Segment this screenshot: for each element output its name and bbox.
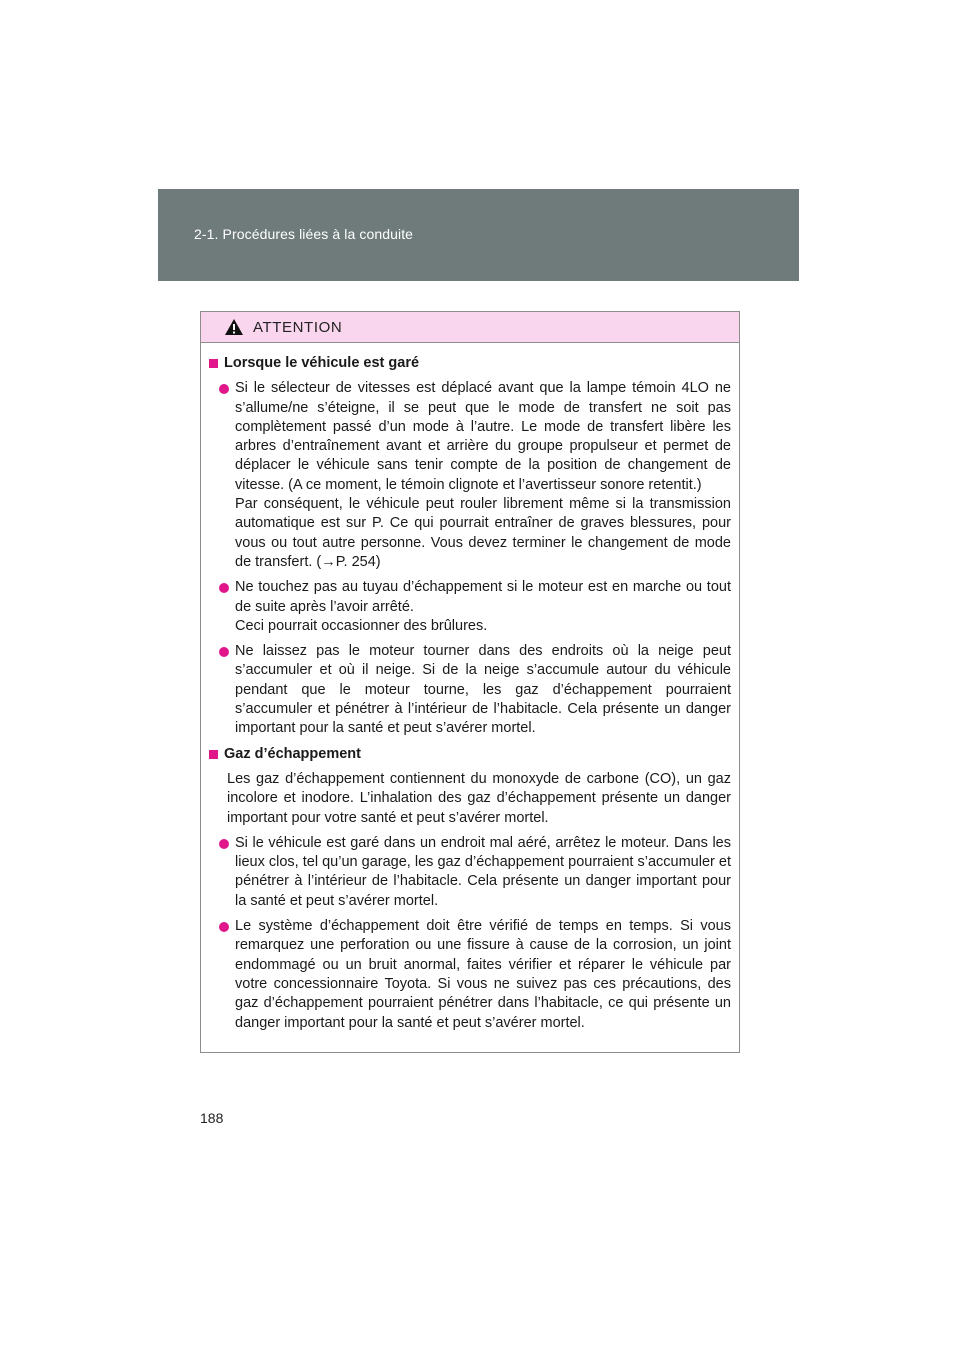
warning-body (201, 343, 739, 1033)
list-item: Si le sélecteur de vitesses est déplacé avant que la lampe témoin 4LO ne s’allume/ne s’éteigne, il se peut que le mode de transfert ne soit pas complètement passé d’un mode à l’autre. Le mode de transfert libère les arbres d’entraînement avant et arrière du groupe propulseur et permet de déplacer le véhicule sans tenir compte de la position de changement de vitesse. (A ce moment, le témoin clignote et l’avertisseur sonore retentit.) Par conséquent, le véhicule peut rouler librement même si la transmission automatique est sur P. Ce qui pourrait entraîner de graves blessures, pour vous ou tout autre personne. Vous devez terminer le changement de mode de transfert. (→P. 254) (209, 379, 731, 572)
circle-bullet-icon (219, 922, 229, 932)
list-item: Ne laissez pas le moteur tourner dans des endroits où la neige peut s’accumuler et où il neige. Si de la neige s’accumule autour du véhicule pendant que le moteur tourne, les gaz d’échappement pourraient s’accumuler et pénétrer à l’intérieur de l’habitacle. Cela présente un danger important pour la santé et peut s’avérer mortel. (209, 642, 731, 738)
list-item: Ne touchez pas au tuyau d’échappement si le moteur est en marche ou tout de suite après l’avoir arrêté. Ceci pourrait occasionner des brûlures. (209, 578, 731, 636)
circle-bullet-icon (219, 647, 229, 657)
page-number: 188 (200, 1110, 224, 1126)
chapter-title: 2-1. Procédures liées à la conduite (194, 226, 414, 242)
circle-bullet-icon (219, 583, 229, 593)
circle-bullet-icon (219, 384, 229, 394)
section-heading: Gaz d’échappement (209, 745, 731, 764)
square-bullet-icon (209, 359, 218, 368)
circle-bullet-icon (219, 839, 229, 849)
chapter-header (158, 189, 799, 281)
warning-header (201, 312, 739, 343)
section-intro: Les gaz d’échappement contiennent du monoxyde de carbone (CO), un gaz incolore et inodore. L’inhalation des gaz d’échappement présente un danger important pour votre santé et peut s’avérer mortel. (227, 770, 731, 826)
square-bullet-icon (209, 750, 218, 759)
warning-triangle-icon (224, 318, 244, 336)
section-heading: Lorsque le véhicule est garé (209, 354, 731, 373)
warning-box (200, 311, 740, 1053)
list-item: Le système d’échappement doit être vérifié de temps en temps. Si vous remarquez une perforation ou une fissure à cause de la corrosion, un joint endommagé ou un bruit anormal, faites vérifier et réparer le véhicule par votre concessionnaire Toyota. Si vous ne suivez pas ces précautions, des gaz d’échappement pourraient pénétrer dans l’habitacle, ce qui présente un danger important pour la santé et peut s’avérer mortel. (209, 917, 731, 1033)
list-item: Si le véhicule est garé dans un endroit mal aéré, arrêtez le moteur. Dans les lieux clos, tel qu’un garage, les gaz d’échappement pourraient s’accumuler et pénétrer à l’intérieur de l’habitacle. Cela présente un danger important pour la santé et peut s’avérer mortel. (209, 834, 731, 911)
warning-title: ATTENTION (253, 318, 343, 336)
